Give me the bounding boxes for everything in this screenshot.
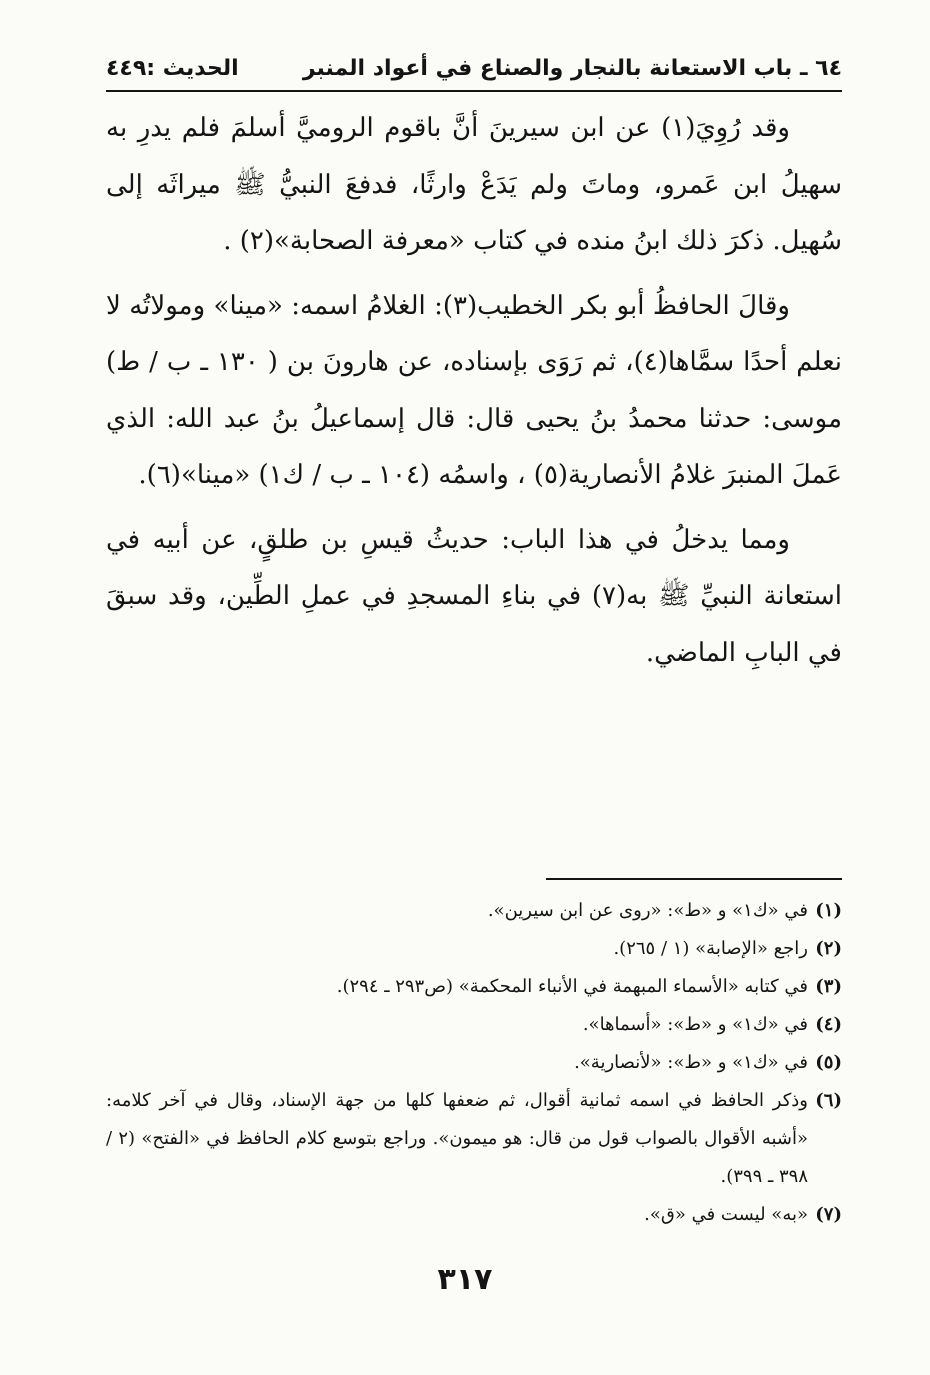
page-number: ٣١٧ [437,1262,493,1297]
footnote-text: في «ك١» و «ط»: «روى عن ابن سيرين». [487,900,808,921]
hadith-number: الحديث :٤٤٩ [106,56,239,81]
paragraph: وقالَ الحافظُ أبو بكر الخطيب(٣): الغلامُ اسمه: «مينا» ومولاتُه لا نعلم أحدًا سمَّاها(٤)، ثم رَوَى بإسناده، عن هارونَ بن ( ١٣٠ ـ ب / ط) موسى: حدثنا محمدُ بنُ يحيى قال: قال إسماعيلُ بنُ عبد الله: الذي عَملَ المنبرَ غلامُ الأنصارية(٥) ، واسمُه (١٠٤ ـ ب / ك١) «مينا»(٦). [106,290,842,490]
footnote [106,968,842,1006]
footnote [106,1196,842,1234]
footnote [106,1044,842,1082]
paragraph: ومما يدخلُ في هذا الباب: حديثُ قيسِ بن طلقٍ، عن أبيه في استعانة النبيِّ ﷺ به(٧) في بناءِ المسجدِ في عملِ الطِّين، وقد سبقَ في البابِ الماضي. [106,524,842,668]
chapter-title: ٦٤ ـ باب الاستعانة بالنجار والصناع في أعواد المنبر [302,56,842,81]
footnote-text: في «ك١» و «ط»: «أسماها». [582,1014,808,1035]
footnote-text: راجع «الإصابة» (١ / ٢٦٥). [613,938,808,959]
footnote [106,1006,842,1044]
footnote-text: في كتابه «الأسماء المبهمة في الأنباء المحكمة» (ص٢٩٣ ـ ٢٩٤). [336,976,808,997]
footnote-divider [546,878,842,880]
footnote-number: (١) [815,900,842,921]
footnote-text: في «ك١» و «ط»: «لأنصارية». [574,1052,808,1073]
footnote-number: (٥) [815,1052,842,1073]
footnote-number: (٣) [815,976,842,997]
paragraph: وقد رُوِيَ(١) عن ابن سيرينَ أنَّ باقوم الروميَّ أسلمَ فلم يدرِ به سهيلُ ابن عَمرو، وماتَ ولم يَدَعْ وارثًا، فدفعَ النبيُّ ﷺ ميراثَه إلى سُهيل. ذكرَ ذلك ابنُ منده في كتاب «معرفة الصحابة»(٢) . [106,113,843,256]
footnote-number: (٦) [815,1090,842,1111]
footnote-number: (٤) [815,1014,842,1035]
footnote-text: وذكر الحافظ في اسمه ثمانية أقوال، ثم ضعفها كلها من جهة الإسناد، وقال في آخر كلامه: «أشبه الأقوال بالصواب قول من قال: هو ميمون». وراجع بتوسع كلام الحافظ في «الفتح» (٢ / ٣٩٨ ـ ٣٩٩). [106,1090,808,1187]
footnote [106,892,842,930]
footnote [106,1082,842,1196]
main-text [106,100,842,681]
header-divider [106,90,842,92]
footnote [106,930,842,968]
footnote-number: (٧) [815,1204,842,1225]
running-header [106,52,842,86]
footnotes [106,892,842,1234]
footnote-text: «به» ليست في «ق». [644,1204,808,1225]
footnote-number: (٢) [815,938,842,959]
